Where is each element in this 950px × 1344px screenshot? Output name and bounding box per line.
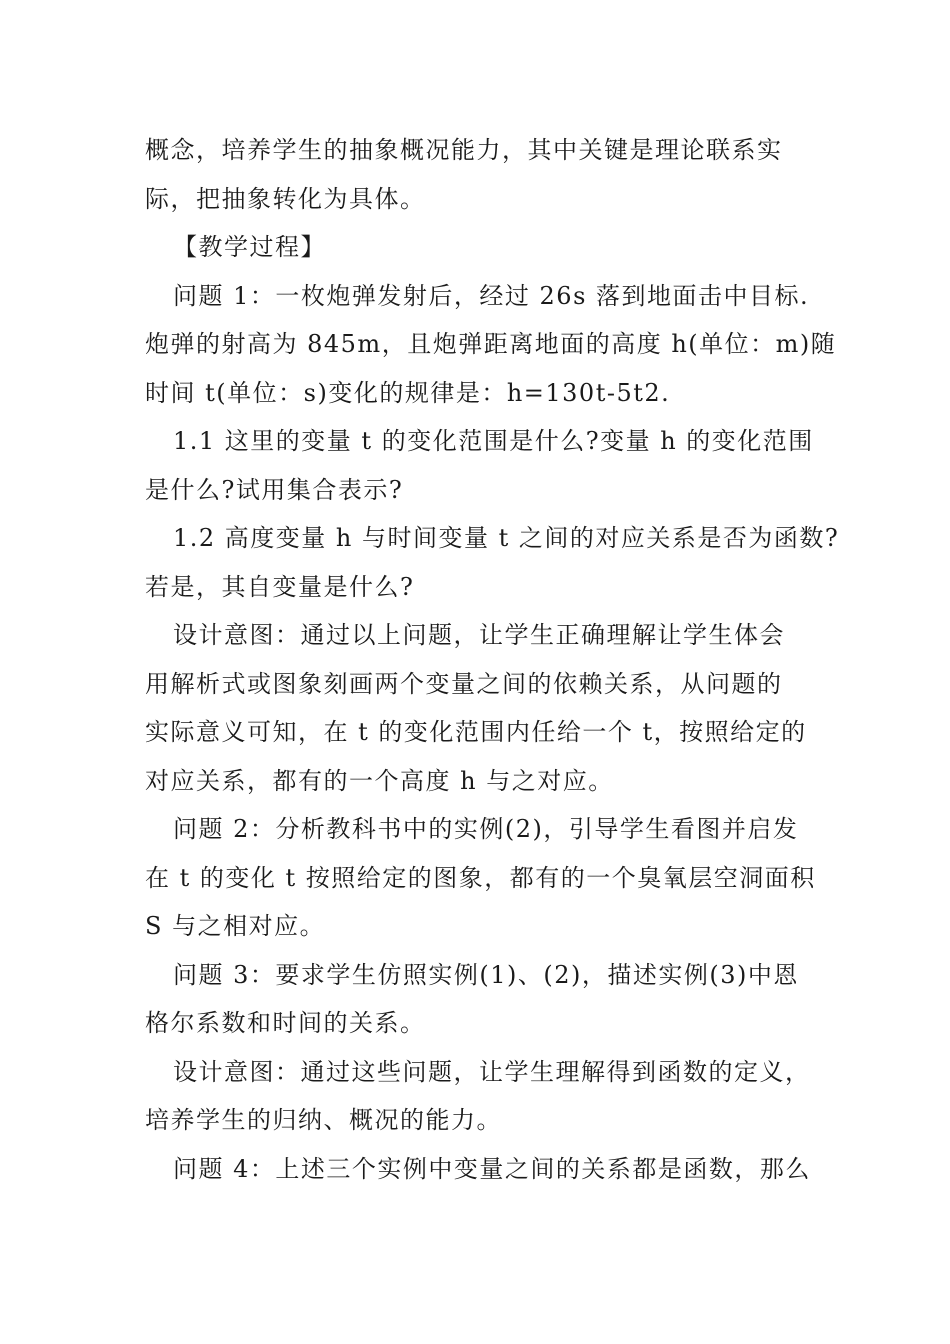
- text-line: 培养学生的归纳、概况的能力。: [145, 1106, 502, 1134]
- text-line: 1.1 这里的变量 t 的变化范围是什么?变量 h 的变化范围: [173, 427, 814, 455]
- paragraph-intro-concept: [145, 126, 813, 223]
- text-line: 用解析式或图象刻画两个变量之间的依赖关系，从问题的: [145, 669, 783, 698]
- heading-text: 【教学过程】: [173, 233, 326, 261]
- text-line: 若是，其自变量是什么?: [145, 572, 415, 601]
- paragraph-question-2: [145, 805, 816, 951]
- section-heading: [145, 223, 813, 272]
- text-line: 问题 4：上述三个实例中变量之间的关系都是函数，那么: [173, 1154, 811, 1183]
- text-line: 炮弹的射高为 845m，且炮弹距离地面的高度 h(单位：m)随: [145, 330, 837, 358]
- text-line: 际，把抽象转化为具体。: [145, 184, 426, 213]
- paragraph-question-4: [145, 1145, 813, 1194]
- text-line: 概念，培养学生的抽象概况能力，其中关键是理论联系实: [145, 136, 783, 164]
- paragraph-design-intent-1: [145, 611, 813, 805]
- text-line: 问题 3：要求学生仿照实例(1)、(2)，描述实例(3)中恩: [173, 960, 799, 989]
- text-line: 问题 2：分析教科书中的实例(2)，引导学生看图并启发: [173, 815, 799, 843]
- text-line: 格尔系数和时间的关系。: [145, 1009, 426, 1037]
- text-line: 在 t 的变化 t 按照给定的图象，都有的一个臭氧层空洞面积: [145, 863, 816, 892]
- document-body: [145, 126, 840, 1193]
- paragraph-design-intent-2: [145, 1048, 813, 1145]
- text-line: 是什么?试用集合表示?: [145, 475, 404, 504]
- text-line: 设计意图：通过以上问题，让学生正确理解让学生体会: [173, 621, 785, 649]
- text-line: 时间 t(单位：s)变化的规律是：h=130t-5t2.: [145, 378, 671, 407]
- text-line: 1.2 高度变量 h 与时间变量 t 之间的对应关系是否为函数?: [173, 524, 840, 552]
- text-line: 设计意图：通过这些问题，让学生理解得到函数的定义，: [173, 1057, 811, 1086]
- text-line: 问题 1：一枚炮弹发射后，经过 26s 落到地面击中目标.: [173, 281, 810, 310]
- paragraph-question-1: [145, 272, 837, 418]
- paragraph-question-3: [145, 951, 813, 1048]
- paragraph-question-1-1: [145, 417, 813, 514]
- text-line: S 与之相对应。: [145, 912, 326, 940]
- paragraph-question-1-2: [145, 514, 840, 611]
- text-line: 实际意义可知，在 t 的变化范围内任给一个 t，按照给定的: [145, 718, 807, 746]
- text-line: 对应关系，都有的一个高度 h 与之对应。: [145, 766, 614, 795]
